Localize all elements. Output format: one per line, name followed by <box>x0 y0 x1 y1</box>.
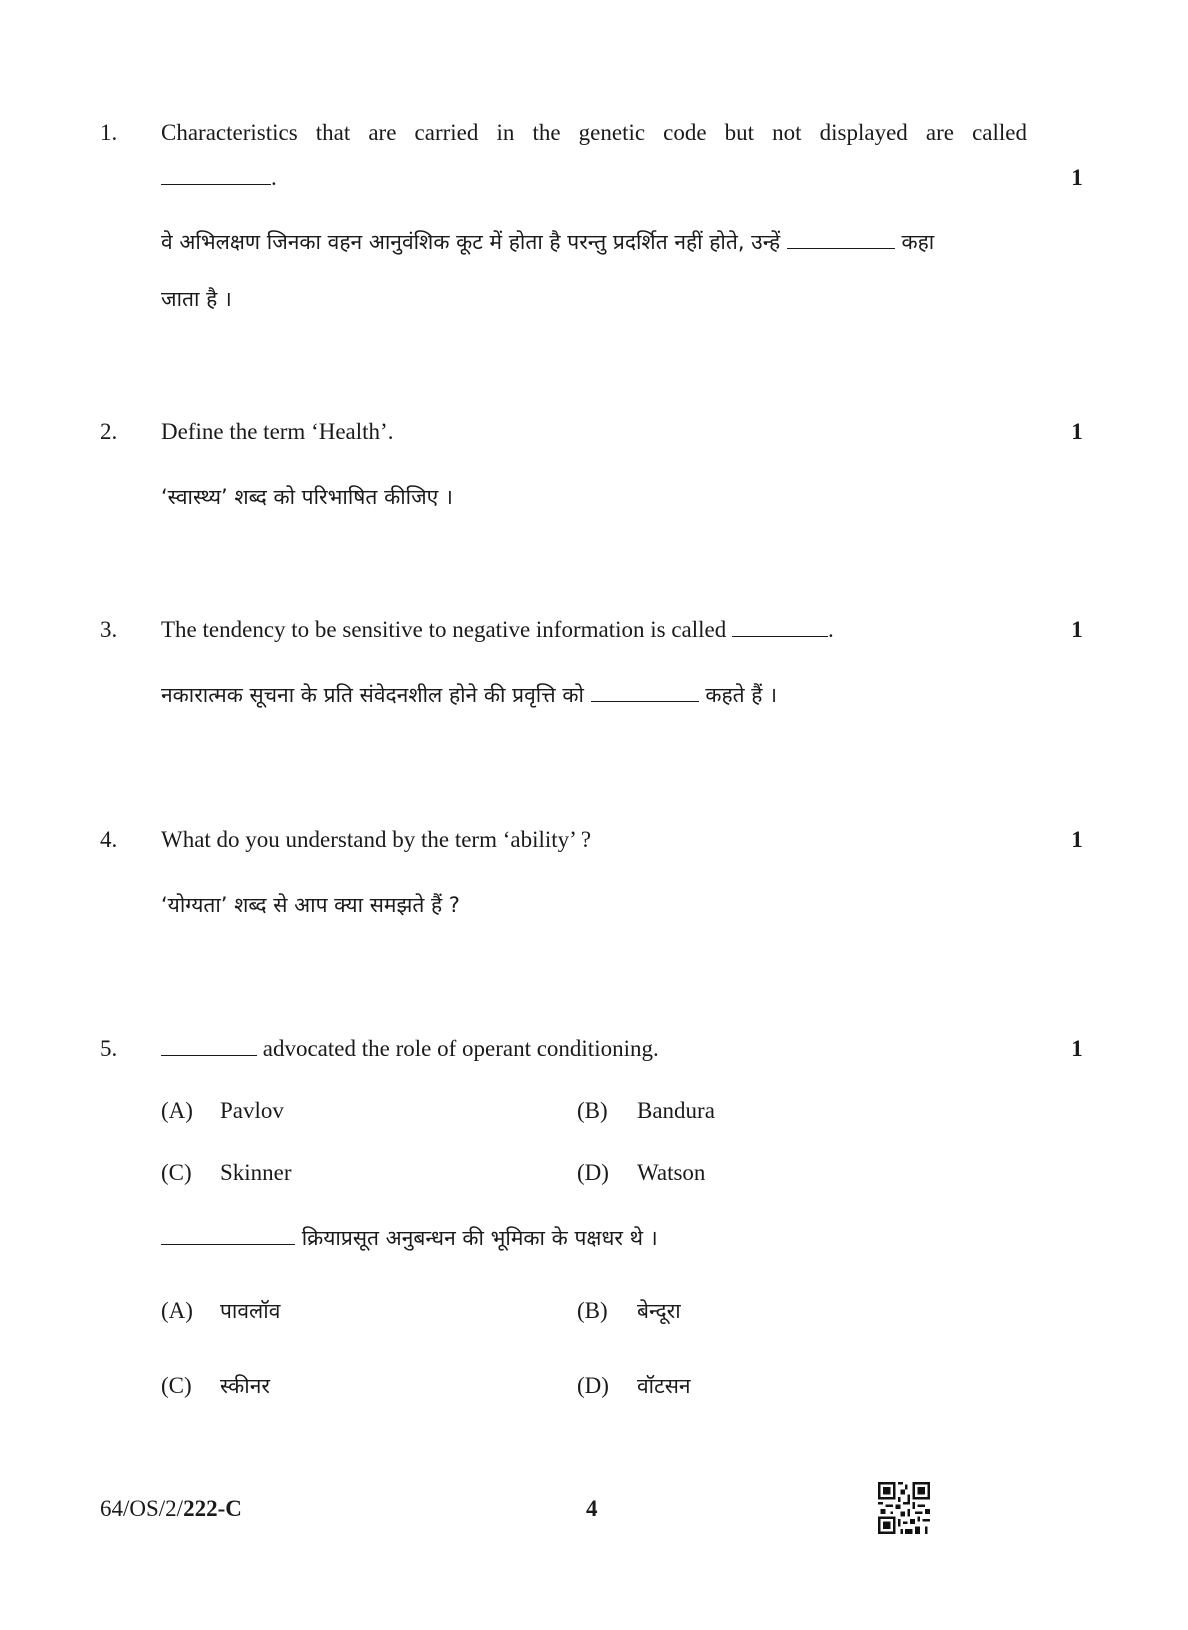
q5-text-en: advocated the role of operant conditioning. <box>161 1034 659 1064</box>
q1-text-hi-line2: जाता है । <box>161 287 232 311</box>
q5-marks: 1 <box>1071 1036 1083 1061</box>
q4-marks: 1 <box>1071 827 1083 852</box>
q5-option-hi-d-label: (D) <box>577 1373 609 1398</box>
page-number: 4 <box>586 1496 598 1521</box>
q5-option-hi-c-label: (C) <box>161 1373 192 1398</box>
q5-text-hi: क्रियाप्रसूत अनुबन्धन की भूमिका के पक्षधर थे । <box>161 1223 658 1253</box>
q2-text-hi: ‘स्वास्थ्य’ शब्द को परिभाषित कीजिए । <box>161 485 453 509</box>
q5-option-en-b-label: (B) <box>577 1098 608 1123</box>
q3-text-hi: नकारात्मक सूचना के प्रति संवेदनशील होने की प्रवृत्ति को कहते हैं । <box>161 683 778 707</box>
q5-option-hi-b-label: (B) <box>577 1298 608 1323</box>
q5-option-en-a-text: Pavlov <box>220 1098 284 1123</box>
answer-blank <box>732 616 828 637</box>
q3-text-en: The tendency to be sensitive to negative information is called . <box>161 617 834 642</box>
answer-blank <box>591 681 699 702</box>
q3-number: 3. <box>100 617 118 642</box>
q5-option-en-d-text: Watson <box>637 1160 706 1185</box>
q1-blank-en: . <box>161 163 277 193</box>
q2-marks: 1 <box>1071 419 1083 444</box>
q5-option-hi-a-text: पावलॉव <box>220 1299 281 1323</box>
q1-number: 1. <box>100 120 118 145</box>
q5-option-hi-c-text: स्कीनर <box>220 1374 270 1398</box>
q2-number: 2. <box>100 419 118 444</box>
q5-option-hi-b-text: बेन्दूरा <box>637 1299 681 1323</box>
q5-option-hi-d-text: वॉटसन <box>637 1374 691 1398</box>
q5-option-en-a-label: (A) <box>161 1098 193 1123</box>
q5-option-en-d-label: (D) <box>577 1160 609 1185</box>
answer-blank <box>161 1035 257 1056</box>
paper-code: 64/OS/2/222-C <box>100 1496 242 1521</box>
q3-marks: 1 <box>1071 617 1083 642</box>
answer-blank <box>787 228 895 249</box>
q5-number: 5. <box>100 1036 118 1061</box>
qr-code-icon <box>878 1482 930 1534</box>
q1-marks: 1 <box>1071 165 1083 190</box>
q1-text-hi: वे अभिलक्षण जिनका वहन आनुवंशिक कूट में होता है परन्तु प्रदर्शित नहीं होते, उन्हें कहा <box>161 230 935 254</box>
answer-blank <box>161 1224 295 1245</box>
q2-text-en: Define the term ‘Health’. <box>161 419 394 444</box>
q1-text-en: Characteristics that are carried in the genetic code but not displayed are called <box>161 120 1027 145</box>
q5-option-en-c-label: (C) <box>161 1160 192 1185</box>
q5-option-en-c-text: Skinner <box>220 1160 292 1185</box>
answer-blank <box>161 164 271 185</box>
q4-text-en: What do you understand by the term ‘ability’ ? <box>161 827 592 852</box>
q4-text-hi: ‘योग्यता’ शब्द से आप क्या समझते हैं ? <box>161 893 460 917</box>
q4-number: 4. <box>100 827 118 852</box>
q5-option-hi-a-label: (A) <box>161 1298 193 1323</box>
q5-option-en-b-text: Bandura <box>637 1098 715 1123</box>
